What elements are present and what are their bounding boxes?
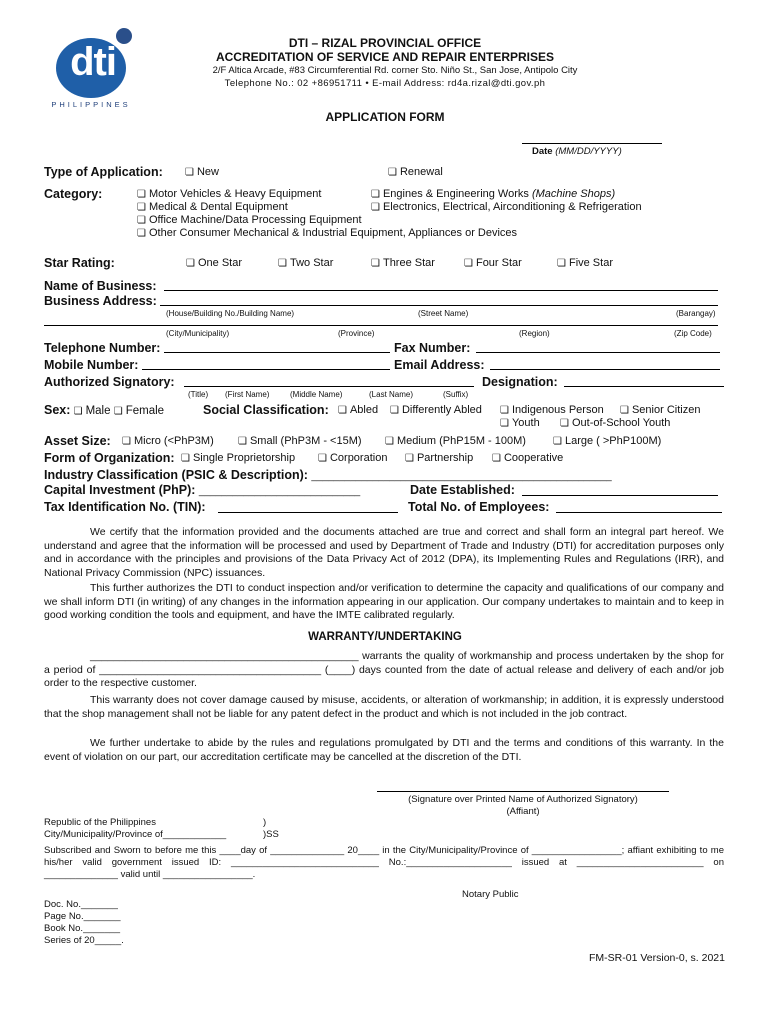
province-caption: (Province) [338,329,375,338]
office-contact: Telephone No.: 02 +86951711 • E-mail Address: rd4a.rizal@dti.gov.ph [224,78,546,89]
industry-label: Industry Classification (PSIC & Description): [44,468,308,482]
micro-label: Micro (<PhP3M) [133,435,214,447]
checkbox-cooperative[interactable] [492,452,563,464]
date-label [532,146,622,157]
logo-text: dti [70,40,116,84]
republic-text: Republic of the Philippines [44,817,156,828]
renewal-label: Renewal [399,166,443,178]
form-heading: ACCREDITATION OF SERVICE AND REPAIR ENTERPRISES [215,50,555,64]
male-label: Male [85,405,111,417]
signature-caption: (Signature over Printed Name of Authorized Signatory) [408,794,638,805]
medical-label: Medical & Dental Equipment [148,201,288,213]
youth-label: Youth [511,417,540,429]
fax-label: Fax Number: [394,341,471,355]
checkbox-five-star[interactable] [557,257,613,269]
tin-label: Tax Identification No. (TIN): [44,500,206,514]
middle-caption: (Middle Name) [290,390,343,399]
suffix-caption: (Suffix) [443,390,469,399]
date-format-text: (MM/DD/YYYY) [555,146,622,157]
fax-field[interactable] [476,339,720,353]
checkbox-office[interactable] [137,214,362,226]
corporation-label: Corporation [329,452,388,464]
small-label: Small (PhP3M - <15M) [249,435,362,447]
oos-youth-label: Out-of-School Youth [571,417,671,429]
book-no: Book No._______ [44,923,121,934]
email-field[interactable] [490,356,720,370]
checkbox-youth[interactable] [500,417,540,429]
checkbox-large[interactable] [553,435,661,447]
sex-label: Sex: [44,403,71,417]
two-star-label: Two Star [289,257,334,269]
employees-field[interactable] [556,499,722,513]
business-name-label: Name of Business: [44,279,157,293]
logo-subtitle: PHILIPPINES [51,100,131,109]
capital-label: Capital Investment (PhP): [44,483,196,497]
date-label-text: Date [532,146,553,157]
checkbox-abled[interactable] [338,404,378,416]
type-label: Type of Application: [44,165,163,179]
notary-public-label: Notary Public [462,889,519,900]
first-caption: (First Name) [225,390,270,399]
date-field[interactable] [522,132,662,144]
single-label: Single Proprietorship [192,452,296,464]
checkbox-male[interactable] [74,405,111,417]
capital-field[interactable]: _____________________________ [198,486,361,497]
signatory-label: Authorized Signatory: [44,375,175,389]
checkbox-two-star[interactable] [278,257,333,269]
warranty-paragraph-1: ______________________________________________ warrants the quality of workmanship and process undertaken by the shop for a period of ______________________________________ (____) days counted from the date of actual release and delivery of each and/or job order to the respective customer. [44,650,724,689]
engines-label: Engines & Engineering Works [382,188,529,200]
employees-label: Total No. of Employees: [408,500,550,514]
republic-paren: ) [263,817,267,828]
barangay-caption: (Barangay) [676,309,716,318]
three-star-label: Three Star [382,257,435,269]
business-name-field[interactable] [164,277,718,291]
motor-label: Motor Vehicles & Heavy Equipment [148,188,322,200]
office-name: DTI – RIZAL PROVINCIAL OFFICE [288,36,482,50]
checkbox-three-star[interactable] [371,257,435,269]
sworn-paragraph: Subscribed and Sworn to before me this ____day of ______________ 20____ in the City/Municipality/Province of _________________; affiant exhibiting to me his/her valid government issued ID: ____________________________ No.:____________________ issued at ________________________ on ______________ valid until _________________. [44,845,724,880]
checkbox-micro[interactable] [122,435,214,447]
industry-field[interactable]: ______________________________________________________ [311,471,612,482]
form-code: FM-SR-01 Version-0, s. 2021 [589,952,725,964]
large-label: Large ( >PhP100M) [564,435,662,447]
business-address-line2[interactable] [44,312,718,326]
telephone-label: Telephone Number: [44,341,161,355]
partnership-label: Partnership [416,452,474,464]
capital-row [44,483,360,497]
affiant-caption: (Affiant) [506,806,540,817]
telephone-field[interactable] [164,339,390,353]
last-caption: (Last Name) [369,390,414,399]
doc-no: Doc. No._______ [44,899,118,910]
checkbox-female[interactable] [114,405,164,417]
date-established-label: Date Established: [410,483,515,497]
designation-label: Designation: [482,375,558,389]
mobile-label: Mobile Number: [44,358,139,372]
checkbox-engines[interactable] [371,188,615,200]
certify-paragraph-2: This further authorizes the DTI to conduct inspection and/or verification to determine the capacity and qualifications of our company and we shall inform DTI (in writing) of any changes in the information appearing in our application. Our company undertakes to maintain and to keep in good working condition the tools and equipment, and have the IMTE calibrated regularly. [44,582,724,621]
checkbox-four-star[interactable] [464,257,522,269]
checkbox-partnership[interactable] [405,452,473,464]
checkbox-electronics[interactable] [371,201,642,213]
warranty-title: WARRANTY/UNDERTAKING [308,631,462,643]
mobile-field[interactable] [142,356,390,370]
warranty-paragraph-3: We further undertake to abide by the rules and regulations promulgated by DTI and the terms and conditions of this warranty. In the event of violation on our part, our accreditation certificate may be cancelled at the discretion of the DTI. [44,737,724,763]
street-caption: (Street Name) [418,309,469,318]
five-star-label: Five Star [568,257,613,269]
electronics-label: Electronics, Electrical, Airconditioning & Refrigeration [382,201,642,213]
tin-field[interactable] [218,499,398,513]
business-address-label: Business Address: [44,294,157,308]
checkbox-new[interactable] [185,166,219,178]
zip-caption: (Zip Code) [674,329,712,338]
house-caption: (House/Building No./Building Name) [166,309,295,318]
region-caption: (Region) [519,329,550,338]
office-address: 2/F Altica Arcade, #83 Circumferential Rd. corner Sto. Niño St., San Jose, Antipolo City [212,65,578,76]
social-label: Social Classification: [203,403,329,417]
checkbox-single[interactable] [181,452,295,464]
engines-note: (Machine Shops) [531,188,616,200]
office-label: Office Machine/Data Processing Equipment [148,214,362,226]
checkbox-senior[interactable] [620,404,700,416]
email-label: Email Address: [394,358,485,372]
medium-label: Medium (PhP15M - 100M) [396,435,526,447]
other-label: Other Consumer Mechanical & Industrial Equipment, Appliances or Devices [148,227,518,239]
cooperative-label: Cooperative [503,452,564,464]
checkbox-oos-youth[interactable] [560,417,670,429]
checkbox-medical[interactable] [137,201,288,213]
abled-label: Abled [349,404,379,416]
one-star-label: One Star [197,257,242,269]
checkbox-differently-abled[interactable] [390,404,482,416]
differently-label: Differently Abled [401,404,482,416]
star-label: Star Rating: [44,256,115,270]
business-address-line1[interactable] [160,292,718,306]
checkbox-renewal[interactable] [388,166,443,178]
checkbox-corporation[interactable] [318,452,387,464]
industry-row [44,468,612,482]
city-caption: (City/Municipality) [166,329,230,338]
female-label: Female [125,405,165,417]
checkbox-motor[interactable] [137,188,321,200]
signatory-field[interactable] [184,373,474,387]
asset-label: Asset Size: [44,434,111,448]
series-no: Series of 20_____. [44,935,124,946]
indigenous-label: Indigenous Person [511,404,604,416]
four-star-label: Four Star [475,257,522,269]
checkbox-one-star[interactable] [186,257,242,269]
checkbox-small[interactable] [238,435,362,447]
senior-label: Senior Citizen [631,404,701,416]
checkbox-medium[interactable] [385,435,526,447]
title-caption: (Title) [188,390,209,399]
ss-text: )SS [263,829,279,840]
checkbox-other[interactable] [137,227,517,239]
org-label: Form of Organization: [44,451,175,465]
checkbox-indigenous[interactable] [500,404,604,416]
designation-field[interactable] [564,373,724,387]
category-label: Category: [44,187,103,201]
certify-paragraph-1: We certify that the information provided and the documents attached are true and correct and shall form an integral part hereof. We understand and agree that the information will be processed and used by Department of Trade and Industry (DTI) for accreditation purposes only and in accordance with the principles and provisions of the Data Privacy Act of 2012 (DPA), its Implementing Rules and Regulations (IRR), and National Privacy Commission (NPC) issuances. [44,526,724,579]
date-established-field[interactable] [522,482,718,496]
signature-field[interactable] [377,780,669,792]
page-no: Page No._______ [44,911,121,922]
warranty-paragraph-2: This warranty does not cover damage caused by misuse, accidents, or alteration of workmanship; in addition, it is expressly understood that the shop management shall not be liable for any patent defect in the product and which is not included in the job contract. [44,694,724,720]
city-text: City/Municipality/Province of____________ [44,829,227,840]
page-title: APPLICATION FORM [325,110,445,124]
new-label: New [196,166,219,178]
sex-row [44,403,164,417]
